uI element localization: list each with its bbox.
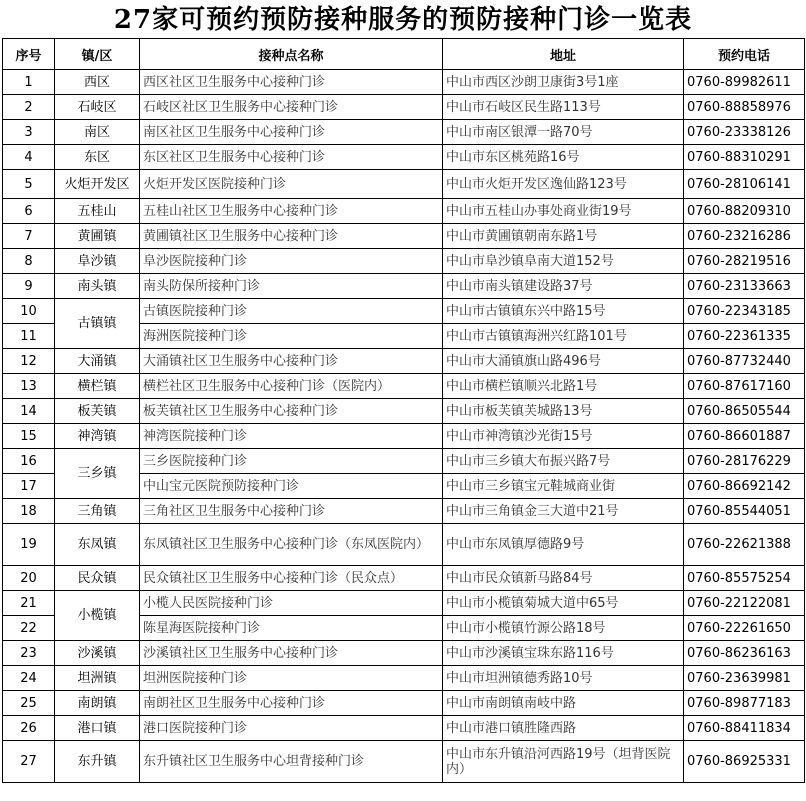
cell-phone: 0760-23639981: [684, 666, 805, 691]
cell-phone: 0760-23338126: [684, 120, 805, 145]
table-row: [3, 120, 805, 145]
cell-address: 中山市东区桃苑路16号: [443, 145, 684, 170]
cell-town: 民众镇: [55, 566, 140, 591]
header-no: 序号: [3, 39, 55, 70]
cell-address: 中山市大涌镇旗山路496号: [443, 349, 684, 374]
cell-address: 中山市古镇镇海洲兴红路101号: [443, 324, 684, 349]
cell-clinic-name: 黄圃镇社区卫生服务中心接种门诊: [140, 224, 443, 249]
cell-phone: 0760-86236163: [684, 641, 805, 666]
cell-town: 东区: [55, 145, 140, 170]
cell-clinic-name: 火炬开发区医院接种门诊: [140, 170, 443, 199]
table-row: [3, 691, 805, 716]
cell-phone: 0760-86692142: [684, 474, 805, 499]
cell-phone: 0760-22122081: [684, 591, 805, 616]
table-row: [3, 199, 805, 224]
cell-address: 中山市坦洲镇德秀路10号: [443, 666, 684, 691]
table-row: [3, 641, 805, 666]
header-town: 镇/区: [55, 39, 140, 70]
cell-address: 中山市南朗镇南岐中路: [443, 691, 684, 716]
cell-clinic-name: 海洲医院接种门诊: [140, 324, 443, 349]
cell-address: 中山市小榄镇竹源公路18号: [443, 616, 684, 641]
cell-clinic-name: 三乡医院接种门诊: [140, 449, 443, 474]
cell-no: 8: [3, 249, 55, 274]
cell-address: 中山市南区银潭一路70号: [443, 120, 684, 145]
cell-phone: 0760-87732440: [684, 349, 805, 374]
cell-town: 火炬开发区: [55, 170, 140, 199]
table-row: [3, 70, 805, 95]
cell-no: 9: [3, 274, 55, 299]
cell-no: 22: [3, 616, 55, 641]
table-row: [3, 566, 805, 591]
cell-clinic-name: 古镇医院接种门诊: [140, 299, 443, 324]
cell-town: 南头镇: [55, 274, 140, 299]
cell-address: 中山市阜沙镇阜南大道152号: [443, 249, 684, 274]
cell-address: 中山市板芙镇芙城路13号: [443, 399, 684, 424]
cell-town: 沙溪镇: [55, 641, 140, 666]
cell-address: 中山市石岐区民生路113号: [443, 95, 684, 120]
cell-clinic-name: 五桂山社区卫生服务中心接种门诊: [140, 199, 443, 224]
cell-town: 五桂山: [55, 199, 140, 224]
table-row: [3, 716, 805, 741]
cell-town: 黄圃镇: [55, 224, 140, 249]
cell-no: 27: [3, 741, 55, 783]
cell-clinic-name: 三角社区卫生服务中心接种门诊: [140, 499, 443, 524]
cell-address: 中山市西区沙朗卫康街3号1座: [443, 70, 684, 95]
cell-clinic-name: 南区社区卫生服务中心接种门诊: [140, 120, 443, 145]
cell-address: 中山市黄圃镇朝南东路1号: [443, 224, 684, 249]
cell-address: 中山市三乡镇大布振兴路7号: [443, 449, 684, 474]
cell-no: 5: [3, 170, 55, 199]
cell-no: 10: [3, 299, 55, 324]
cell-address: 中山市横栏镇顺兴北路1号: [443, 374, 684, 399]
cell-address: 中山市南头镇建设路37号: [443, 274, 684, 299]
cell-phone: 0760-23216286: [684, 224, 805, 249]
table-row: [3, 499, 805, 524]
cell-phone: 0760-28106141: [684, 170, 805, 199]
cell-town: 南区: [55, 120, 140, 145]
cell-clinic-name: 民众镇社区卫生服务中心接种门诊（民众点）: [140, 566, 443, 591]
cell-no: 17: [3, 474, 55, 499]
cell-phone: 0760-89877183: [684, 691, 805, 716]
table-row: [3, 449, 805, 474]
cell-no: 7: [3, 224, 55, 249]
cell-address: 中山市港口镇胜隆西路: [443, 716, 684, 741]
table-row: [3, 95, 805, 120]
cell-town: 大涌镇: [55, 349, 140, 374]
cell-address: 中山市沙溪镇宝珠东路116号: [443, 641, 684, 666]
cell-no: 13: [3, 374, 55, 399]
table-row: [3, 666, 805, 691]
cell-phone: 0760-89982611: [684, 70, 805, 95]
cell-town: 古镇镇: [55, 299, 140, 349]
cell-town: 石岐区: [55, 95, 140, 120]
header-address: 地址: [443, 39, 684, 70]
table-header-row: [3, 39, 805, 70]
cell-clinic-name: 中山宝元医院预防接种门诊: [140, 474, 443, 499]
cell-phone: 0760-22361335: [684, 324, 805, 349]
cell-town: 东升镇: [55, 741, 140, 783]
cell-town: 港口镇: [55, 716, 140, 741]
table-row: [3, 299, 805, 324]
cell-address: 中山市古镇镇东兴中路15号: [443, 299, 684, 324]
cell-no: 6: [3, 199, 55, 224]
cell-town: 三乡镇: [55, 449, 140, 499]
cell-no: 24: [3, 666, 55, 691]
cell-clinic-name: 西区社区卫生服务中心接种门诊: [140, 70, 443, 95]
cell-clinic-name: 坦洲医院接种门诊: [140, 666, 443, 691]
cell-phone: 0760-88858976: [684, 95, 805, 120]
header-name: 接种点名称: [140, 39, 443, 70]
cell-address: 中山市三乡镇宝元鞋城商业街: [443, 474, 684, 499]
cell-clinic-name: 港口医院接种门诊: [140, 716, 443, 741]
cell-no: 16: [3, 449, 55, 474]
cell-town: 小榄镇: [55, 591, 140, 641]
clinic-table: [2, 38, 805, 783]
cell-no: 26: [3, 716, 55, 741]
cell-address: 中山市民众镇新马路84号: [443, 566, 684, 591]
cell-clinic-name: 南朗社区卫生服务中心接种门诊: [140, 691, 443, 716]
cell-clinic-name: 阜沙医院接种门诊: [140, 249, 443, 274]
cell-no: 3: [3, 120, 55, 145]
cell-phone: 0760-28219516: [684, 249, 805, 274]
cell-phone: 0760-86925331: [684, 741, 805, 783]
cell-no: 18: [3, 499, 55, 524]
table-row: [3, 170, 805, 199]
cell-clinic-name: 神湾医院接种门诊: [140, 424, 443, 449]
cell-no: 1: [3, 70, 55, 95]
cell-clinic-name: 东凤镇社区卫生服务中心接种门诊（东凤医院内）: [140, 524, 443, 566]
cell-town: 南朗镇: [55, 691, 140, 716]
cell-no: 14: [3, 399, 55, 424]
cell-no: 20: [3, 566, 55, 591]
cell-no: 4: [3, 145, 55, 170]
cell-no: 15: [3, 424, 55, 449]
cell-address: 中山市东升镇沿河西路19号（坦背医院内）: [443, 741, 684, 783]
cell-address: 中山市五桂山办事处商业街19号: [443, 199, 684, 224]
table-row: [3, 424, 805, 449]
cell-phone: 0760-86505544: [684, 399, 805, 424]
table-row: [3, 591, 805, 616]
cell-phone: 0760-85575254: [684, 566, 805, 591]
cell-clinic-name: 横栏社区卫生服务中心接种门诊（医院内）: [140, 374, 443, 399]
cell-phone: 0760-86601887: [684, 424, 805, 449]
table-row: [3, 145, 805, 170]
cell-no: 12: [3, 349, 55, 374]
cell-clinic-name: 石岐区社区卫生服务中心接种门诊: [140, 95, 443, 120]
table-row: [3, 399, 805, 424]
cell-town: 坦洲镇: [55, 666, 140, 691]
cell-no: 19: [3, 524, 55, 566]
table-row: [3, 741, 805, 783]
cell-address: 中山市火炬开发区逸仙路123号: [443, 170, 684, 199]
cell-phone: 0760-85544051: [684, 499, 805, 524]
cell-town: 板芙镇: [55, 399, 140, 424]
cell-address: 中山市东凤镇厚德路9号: [443, 524, 684, 566]
cell-no: 23: [3, 641, 55, 666]
cell-clinic-name: 小榄人民医院接种门诊: [140, 591, 443, 616]
cell-phone: 0760-87617160: [684, 374, 805, 399]
header-phone: 预约电话: [684, 39, 805, 70]
cell-phone: 0760-22343185: [684, 299, 805, 324]
cell-no: 11: [3, 324, 55, 349]
cell-phone: 0760-23133663: [684, 274, 805, 299]
cell-phone: 0760-88411834: [684, 716, 805, 741]
table-row: [3, 374, 805, 399]
cell-no: 25: [3, 691, 55, 716]
table-body: [3, 70, 805, 783]
cell-no: 2: [3, 95, 55, 120]
cell-phone: 0760-88310291: [684, 145, 805, 170]
cell-town: 西区: [55, 70, 140, 95]
cell-address: 中山市小榄镇菊城大道中65号: [443, 591, 684, 616]
cell-town: 神湾镇: [55, 424, 140, 449]
cell-clinic-name: 东升镇社区卫生服务中心坦背接种门诊: [140, 741, 443, 783]
table-row: [3, 249, 805, 274]
cell-clinic-name: 板芙镇社区卫生服务中心接种门诊: [140, 399, 443, 424]
cell-phone: 0760-88209310: [684, 199, 805, 224]
cell-town: 三角镇: [55, 499, 140, 524]
table-row: [3, 349, 805, 374]
cell-phone: 0760-28176229: [684, 449, 805, 474]
table-row: [3, 224, 805, 249]
cell-clinic-name: 东区社区卫生服务中心接种门诊: [140, 145, 443, 170]
page-title: 27家可预约预防接种服务的预防接种门诊一览表: [113, 5, 693, 35]
cell-address: 中山市三角镇金三大道中21号: [443, 499, 684, 524]
cell-town: 东凤镇: [55, 524, 140, 566]
cell-phone: 0760-22261650: [684, 616, 805, 641]
cell-clinic-name: 南头防保所接种门诊: [140, 274, 443, 299]
cell-clinic-name: 陈星海医院接种门诊: [140, 616, 443, 641]
cell-address: 中山市神湾镇沙光街15号: [443, 424, 684, 449]
table-row: [3, 524, 805, 566]
cell-no: 21: [3, 591, 55, 616]
table-row: [3, 274, 805, 299]
cell-clinic-name: 沙溪镇社区卫生服务中心接种门诊: [140, 641, 443, 666]
cell-clinic-name: 大涌镇社区卫生服务中心接种门诊: [140, 349, 443, 374]
cell-town: 横栏镇: [55, 374, 140, 399]
cell-phone: 0760-22621388: [684, 524, 805, 566]
cell-town: 阜沙镇: [55, 249, 140, 274]
